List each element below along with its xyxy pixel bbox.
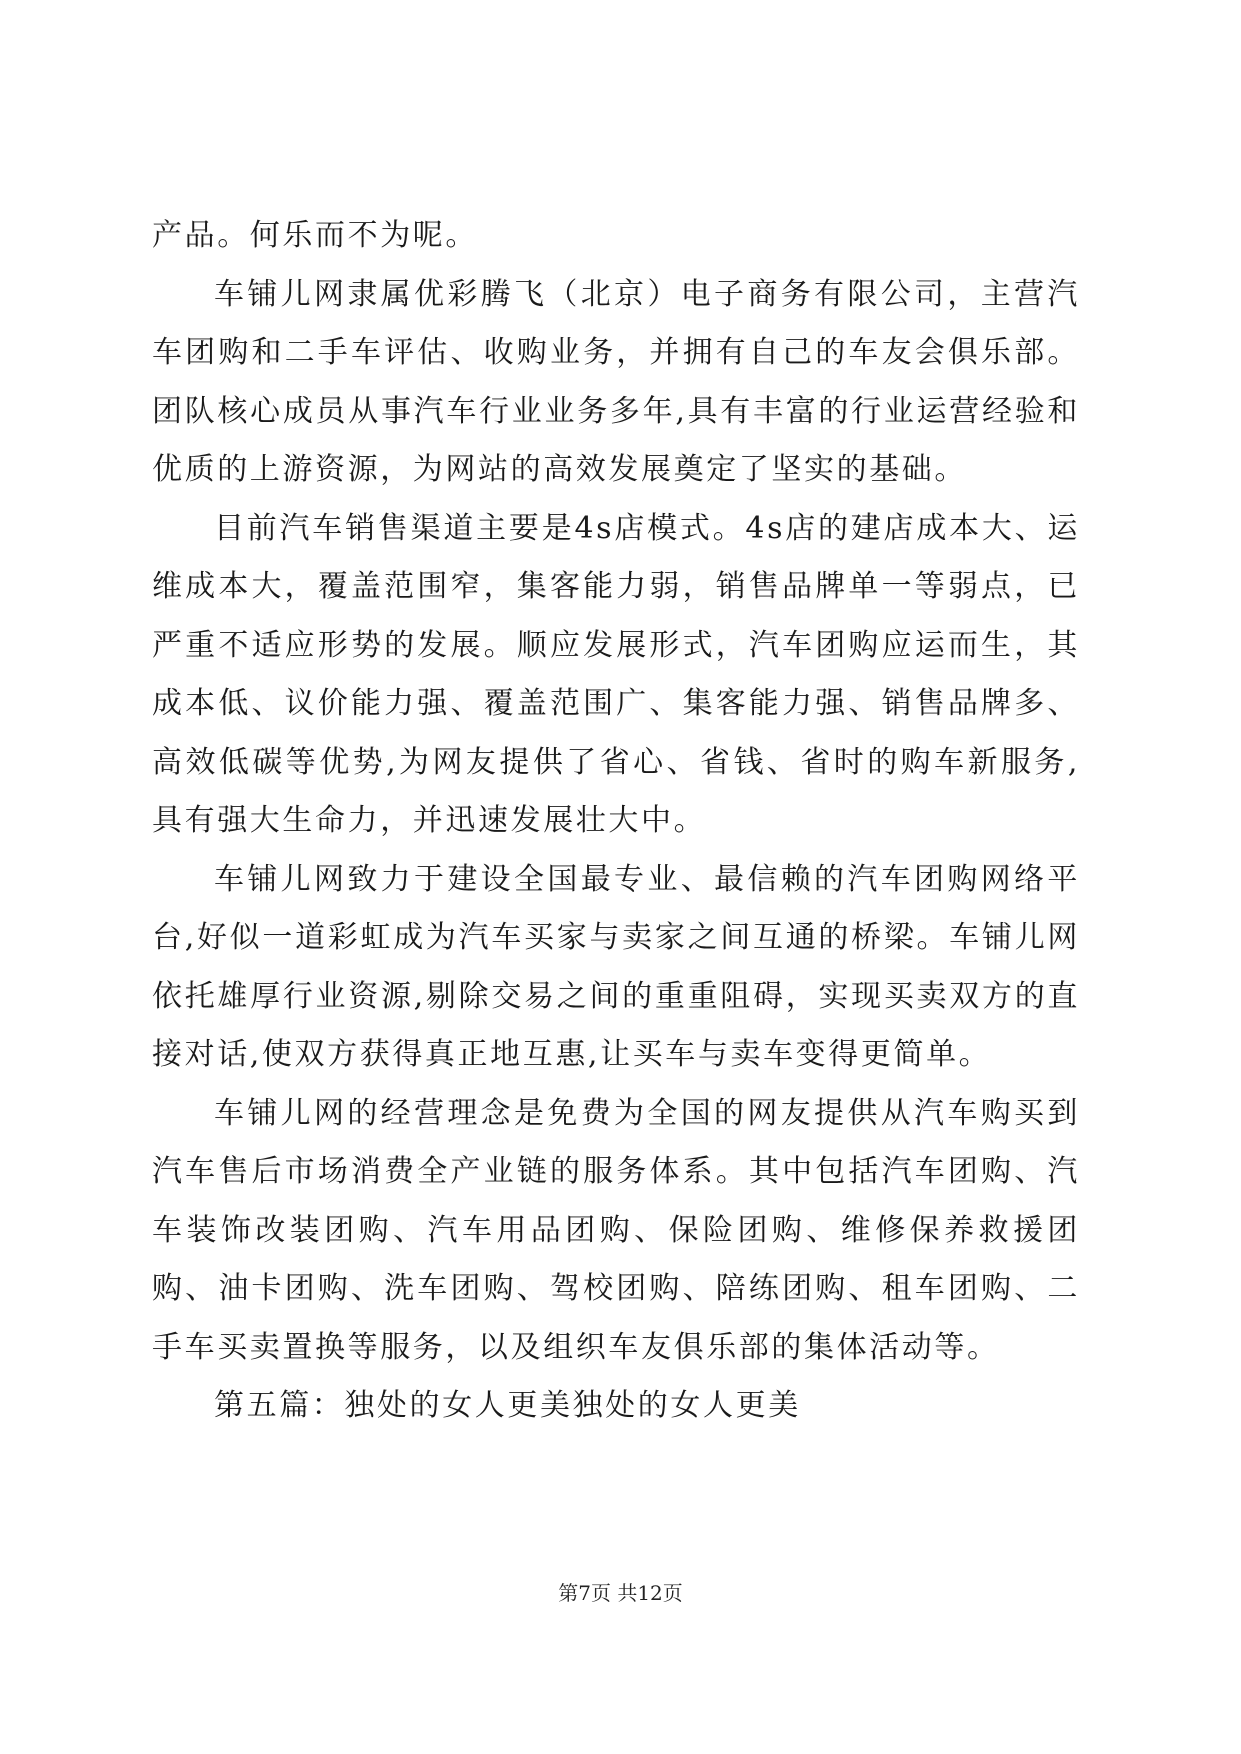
paragraph: 车铺儿网的经营理念是免费为全国的网友提供从汽车购买到汽车售后市场消费全产业链的服务体系。其中包括汽车团购、汽车装饰改装团购、汽车用品团购、保险团购、维修保养救援团购、油卡团购、洗车团购、驾校团购、陪练团购、租车团购、二手车买卖置换等服务，以及组织车友俱乐部的集体活动等。 <box>152 1095 1080 1365</box>
document-body <box>152 207 1080 1436</box>
paragraph: 目前汽车销售渠道主要是4s店模式。4s店的建店成本大、运维成本大，覆盖范围窄，集客能力弱，销售品牌单一等弱点，已严重不适应形势的发展。顺应发展形式，汽车团购应运而生，其成本低、议价能力强、覆盖范围广、集客能力强、销售品牌多、高效低碳等优势,为网友提供了省心、省钱、省时的购车新服务,具有强大生命力，并迅速发展壮大中。 <box>152 510 1080 838</box>
paragraph: 车铺儿网隶属优彩腾飞（北京）电子商务有限公司，主营汽车团购和二手车评估、收购业务，并拥有自己的车友会俱乐部。团队核心成员从事汽车行业业务多年,具有丰富的行业运营经验和优质的上游资源，为网站的高效发展奠定了坚实的基础。 <box>152 276 1080 487</box>
page-footer: 第7页 共12页 <box>558 1581 683 1605</box>
paragraph: 产品。何乐而不为呢。 <box>152 218 478 253</box>
section-heading: 第五篇：独处的女人更美独处的女人更美 <box>214 1388 801 1423</box>
paragraph: 车铺儿网致力于建设全国最专业、最信赖的汽车团购网络平台,好似一道彩虹成为汽车买家与卖家之间互通的桥梁。车铺儿网依托雄厚行业资源,剔除交易之间的重重阻碍，实现买卖双方的直接对话,使双方获得真正地互惠,让买车与卖车变得更简单。 <box>152 861 1080 1072</box>
